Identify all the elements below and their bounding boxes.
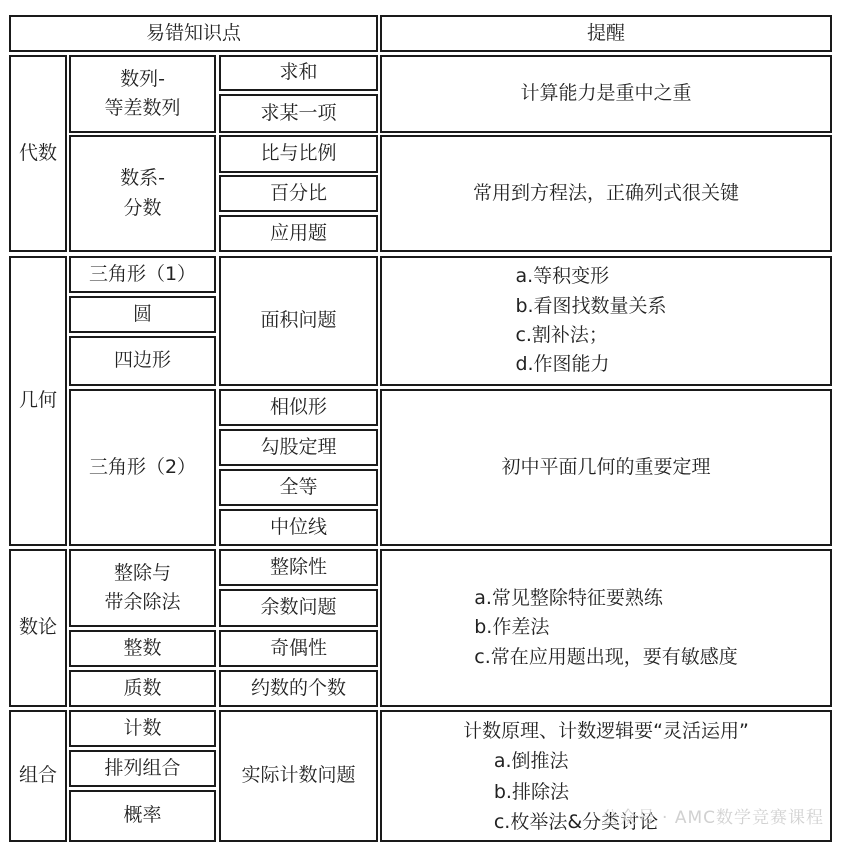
geometry-item-midline: 中位线 xyxy=(219,509,378,546)
algebra-item-sum: 求和 xyxy=(219,55,378,91)
number-theory-notes: a.常见整除特征要熟练 b.作差法 c.常在应用题出现，要有敏感度 xyxy=(380,549,832,707)
combinatorics-note-title: 计数原理、计数逻辑要“灵活运用” xyxy=(463,720,749,742)
number-theory-item-parity: 奇偶性 xyxy=(219,630,378,667)
algebra-item-percentage: 百分比 xyxy=(219,175,378,212)
number-theory-topic-integer: 整数 xyxy=(69,630,216,667)
geometry-item-similar: 相似形 xyxy=(219,389,378,426)
geometry-item-area: 面积问题 xyxy=(219,256,378,386)
combinatorics-topic-permutation: 排列组合 xyxy=(69,750,216,787)
category-geometry: 几何 xyxy=(9,256,67,546)
geometry-notes-area: a.等积变形 b.看图找数量关系 c.割补法； d.作图能力 xyxy=(380,256,832,386)
geometry-item-pythagorean: 勾股定理 xyxy=(219,429,378,466)
combinatorics-notes: 计数原理、计数逻辑要“灵活运用” a.倒推法 b.排除法 c.枚举法&分类讨论 xyxy=(380,710,832,842)
geometry-topic-triangle-1: 三角形（1） xyxy=(69,256,216,293)
geometry-topic-quadrilateral: 四边形 xyxy=(69,336,216,386)
category-algebra: 代数 xyxy=(9,55,67,252)
combinatorics-topic-counting: 计数 xyxy=(69,710,216,747)
algebra-item-term: 求某一项 xyxy=(219,94,378,133)
algebra-note-2: 常用到方程法，正确列式很关键 xyxy=(380,135,832,252)
algebra-topic-fractions: 数系- 分数 xyxy=(69,135,216,252)
geometry-topic-circle: 圆 xyxy=(69,296,216,333)
watermark: 公众号 · AMC数学竞赛课程 xyxy=(601,808,824,828)
combinatorics-topic-probability: 概率 xyxy=(69,790,216,842)
number-theory-item-remainder: 余数问题 xyxy=(219,589,378,627)
number-theory-item-divisibility: 整除性 xyxy=(219,549,378,586)
algebra-topic-arithmetic-sequence: 数列- 等差数列 xyxy=(69,55,216,133)
header-reminder: 提醒 xyxy=(380,15,832,52)
combinatorics-item-counting-problems: 实际计数问题 xyxy=(219,710,378,842)
geometry-topic-triangle-2: 三角形（2） xyxy=(69,389,216,546)
category-number-theory: 数论 xyxy=(9,549,67,707)
number-theory-item-divisor-count: 约数的个数 xyxy=(219,670,378,707)
header-knowledge-points: 易错知识点 xyxy=(9,15,378,52)
algebra-item-word-problem: 应用题 xyxy=(219,215,378,252)
geometry-item-congruent: 全等 xyxy=(219,469,378,506)
number-theory-topic-divisibility: 整除与 带余除法 xyxy=(69,549,216,627)
number-theory-topic-prime: 质数 xyxy=(69,670,216,707)
algebra-note-1: 计算能力是重中之重 xyxy=(380,55,832,133)
algebra-item-ratio: 比与比例 xyxy=(219,135,378,173)
geometry-note-theorems: 初中平面几何的重要定理 xyxy=(380,389,832,546)
category-combinatorics: 组合 xyxy=(9,710,67,842)
